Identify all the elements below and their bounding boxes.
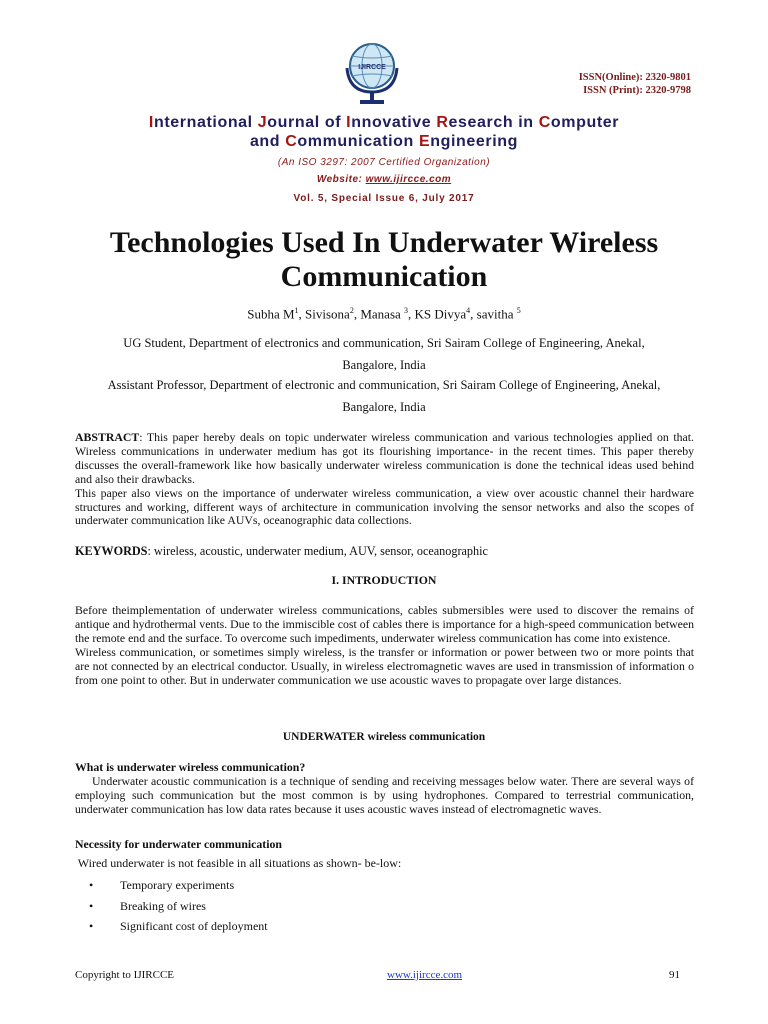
subheading-necessity: Necessity for underwater communication	[75, 837, 282, 851]
keywords-list: : wireless, acoustic, underwater medium, AUV, sensor, oceanographic	[147, 544, 488, 558]
journal-title-line2	[0, 133, 768, 151]
journal-title-line2-initial: E	[418, 133, 431, 150]
affiliation-professor-line1: Assistant Professor, Department of electronic and communication, Sri Sairam College of Engineering, Anekal,	[107, 378, 661, 392]
website-label: Website:	[316, 174, 366, 185]
journal-title-line1-initial: J	[257, 114, 268, 131]
author-affiliation-mark: 2	[349, 306, 354, 315]
affiliation-ug-line1: UG Student, Department of electronics and communication, Sri Sairam College of Engineering, Anekal,	[123, 336, 645, 350]
iso-certification: (An ISO 3297: 2007 Certified Organization)	[277, 157, 491, 168]
footer-url-link[interactable]: www.ijircce.com	[387, 969, 463, 981]
author-name: KS Divya	[414, 306, 467, 322]
journal-title-line1-initial: R	[436, 114, 449, 131]
journal-title-line1	[0, 114, 768, 132]
section-heading-underwater: UNDERWATER wireless communication	[282, 731, 486, 743]
keywords-label: KEYWORDS	[75, 544, 148, 558]
intro-paragraph-1: Before theimplementation of underwater wireless communications, cables submersibles were used to discover the remains of antique and hydrothermal vents. Due to the immiscible cost of cables there is importance for a high-speed communication between the remote end and the surface. To overcome such impediments, underwater wireless communication has come into existence.	[75, 603, 694, 645]
author-affiliation-mark: 5	[516, 306, 521, 315]
author-name: Subha M	[247, 306, 295, 322]
author-affiliation-mark: 3	[404, 306, 409, 315]
paper-title	[60, 226, 708, 294]
affiliation-professor	[60, 374, 708, 418]
abstract-paragraph-1: : This paper hereby deals on topic underwater wireless communication and various technologies applied on that. Wireless communications in underwater medium has got its flourishing importance- in the recent times. This paper thereby discusses the overall-framework like how basically underwater wireless communication is done the technical ideas used behind and also their drawbacks.	[75, 430, 694, 486]
journal-logo	[343, 40, 401, 108]
bullet-marker: •	[89, 878, 94, 892]
journal-title-line2-word: ommunication	[297, 133, 419, 150]
abstract-label: ABSTRACT	[75, 430, 140, 444]
paper-title-line2: Communication	[280, 260, 488, 293]
what-is-paragraph	[75, 775, 694, 817]
bullet-marker: •	[89, 898, 94, 913]
paper-title-line1: Technologies Used In Underwater Wireless	[109, 226, 659, 259]
journal-title-line2-word: and	[249, 133, 286, 150]
wired-underwater-text: Wired underwater is not feasible in all situations as shown- be-low:	[75, 856, 402, 870]
bullet-text: Significant cost of deployment	[120, 919, 268, 933]
what-is-text: Underwater acoustic communication is a technique of sending and receiving messages below water. There are several ways of employing such communication but the most common is by using hydrophones. Compared to terrestrial communication, underwater communication has low data rates because it uses acoustic waves instead of electromagnetic waves.	[75, 774, 694, 816]
affiliation-ug	[60, 332, 708, 376]
author-affiliation-mark: 1	[294, 306, 299, 315]
bullet-marker: •	[89, 919, 94, 933]
journal-title-line1-word: omputer	[550, 114, 620, 131]
journal-title-line1-word: nnovative	[351, 114, 437, 131]
website-link[interactable]: www.ijircce.com	[365, 174, 452, 185]
journal-title-line2-initial: C	[285, 133, 298, 150]
abstract-paragraph-2: This paper also views on the importance of underwater wireless communication, a view over acoustic channel their hardware structures and working, different ways of architecture in communication involving the sensor networks and also the scopes of underwater communication like AUVs, oceanographic data collections.	[75, 485, 694, 528]
author-affiliation-mark: 4	[466, 306, 471, 315]
logo-text: IJIRCCE	[358, 64, 386, 71]
introduction	[75, 604, 694, 687]
abstract	[75, 431, 694, 528]
affiliation-ug-line2: Bangalore, India	[342, 358, 426, 372]
journal-title-line1-initial: C	[538, 114, 551, 131]
issn-print: ISSN (Print): 2320-9798	[583, 85, 691, 96]
bullet-text: Breaking of wires	[120, 898, 206, 913]
bullet-text: Temporary experiments	[120, 878, 235, 892]
keywords	[75, 545, 694, 559]
journal-title-line1-word: nternational	[153, 114, 258, 131]
author-name: savitha	[476, 306, 517, 322]
volume-info: Vol. 5, Special Issue 6, July 2017	[293, 193, 475, 204]
author-name: Manasa	[360, 306, 405, 322]
journal-website	[0, 174, 768, 185]
affiliation-professor-line2: Bangalore, India	[342, 400, 426, 414]
author-name: Sivisona	[305, 306, 350, 322]
subheading-what-is: What is underwater wireless communication?	[75, 760, 306, 774]
intro-paragraph-2: Wireless communication, or sometimes simply wireless, is the transfer or information or power between two or more points that are not connected by an electrical conductor. Usually, in wireless electromagnetic waves are used in transmission of information o from one point to other. But in underwater communication we use acoustic waves to propagate over large distances.	[75, 644, 694, 687]
journal-title-line2-word: ngineering	[430, 133, 519, 150]
issn-online: ISSN(Online): 2320-9801	[578, 72, 691, 83]
author-list: Subha $M^1$, Sivisona$^2$, Manasa $^3$, KS Divya$^4$, savitha $^5$	[247, 306, 521, 322]
footer-copyright: Copyright to IJIRCCE	[75, 969, 175, 981]
journal-title-line1-initial: I	[148, 114, 154, 131]
page-number: 91	[669, 969, 680, 981]
journal-title-line1-word: ournal of	[267, 114, 347, 131]
journal-title-line1-word: esearch in	[448, 114, 539, 131]
section-heading-introduction: I. INTRODUCTION	[331, 573, 437, 587]
journal-title-line1-initial: I	[346, 114, 352, 131]
